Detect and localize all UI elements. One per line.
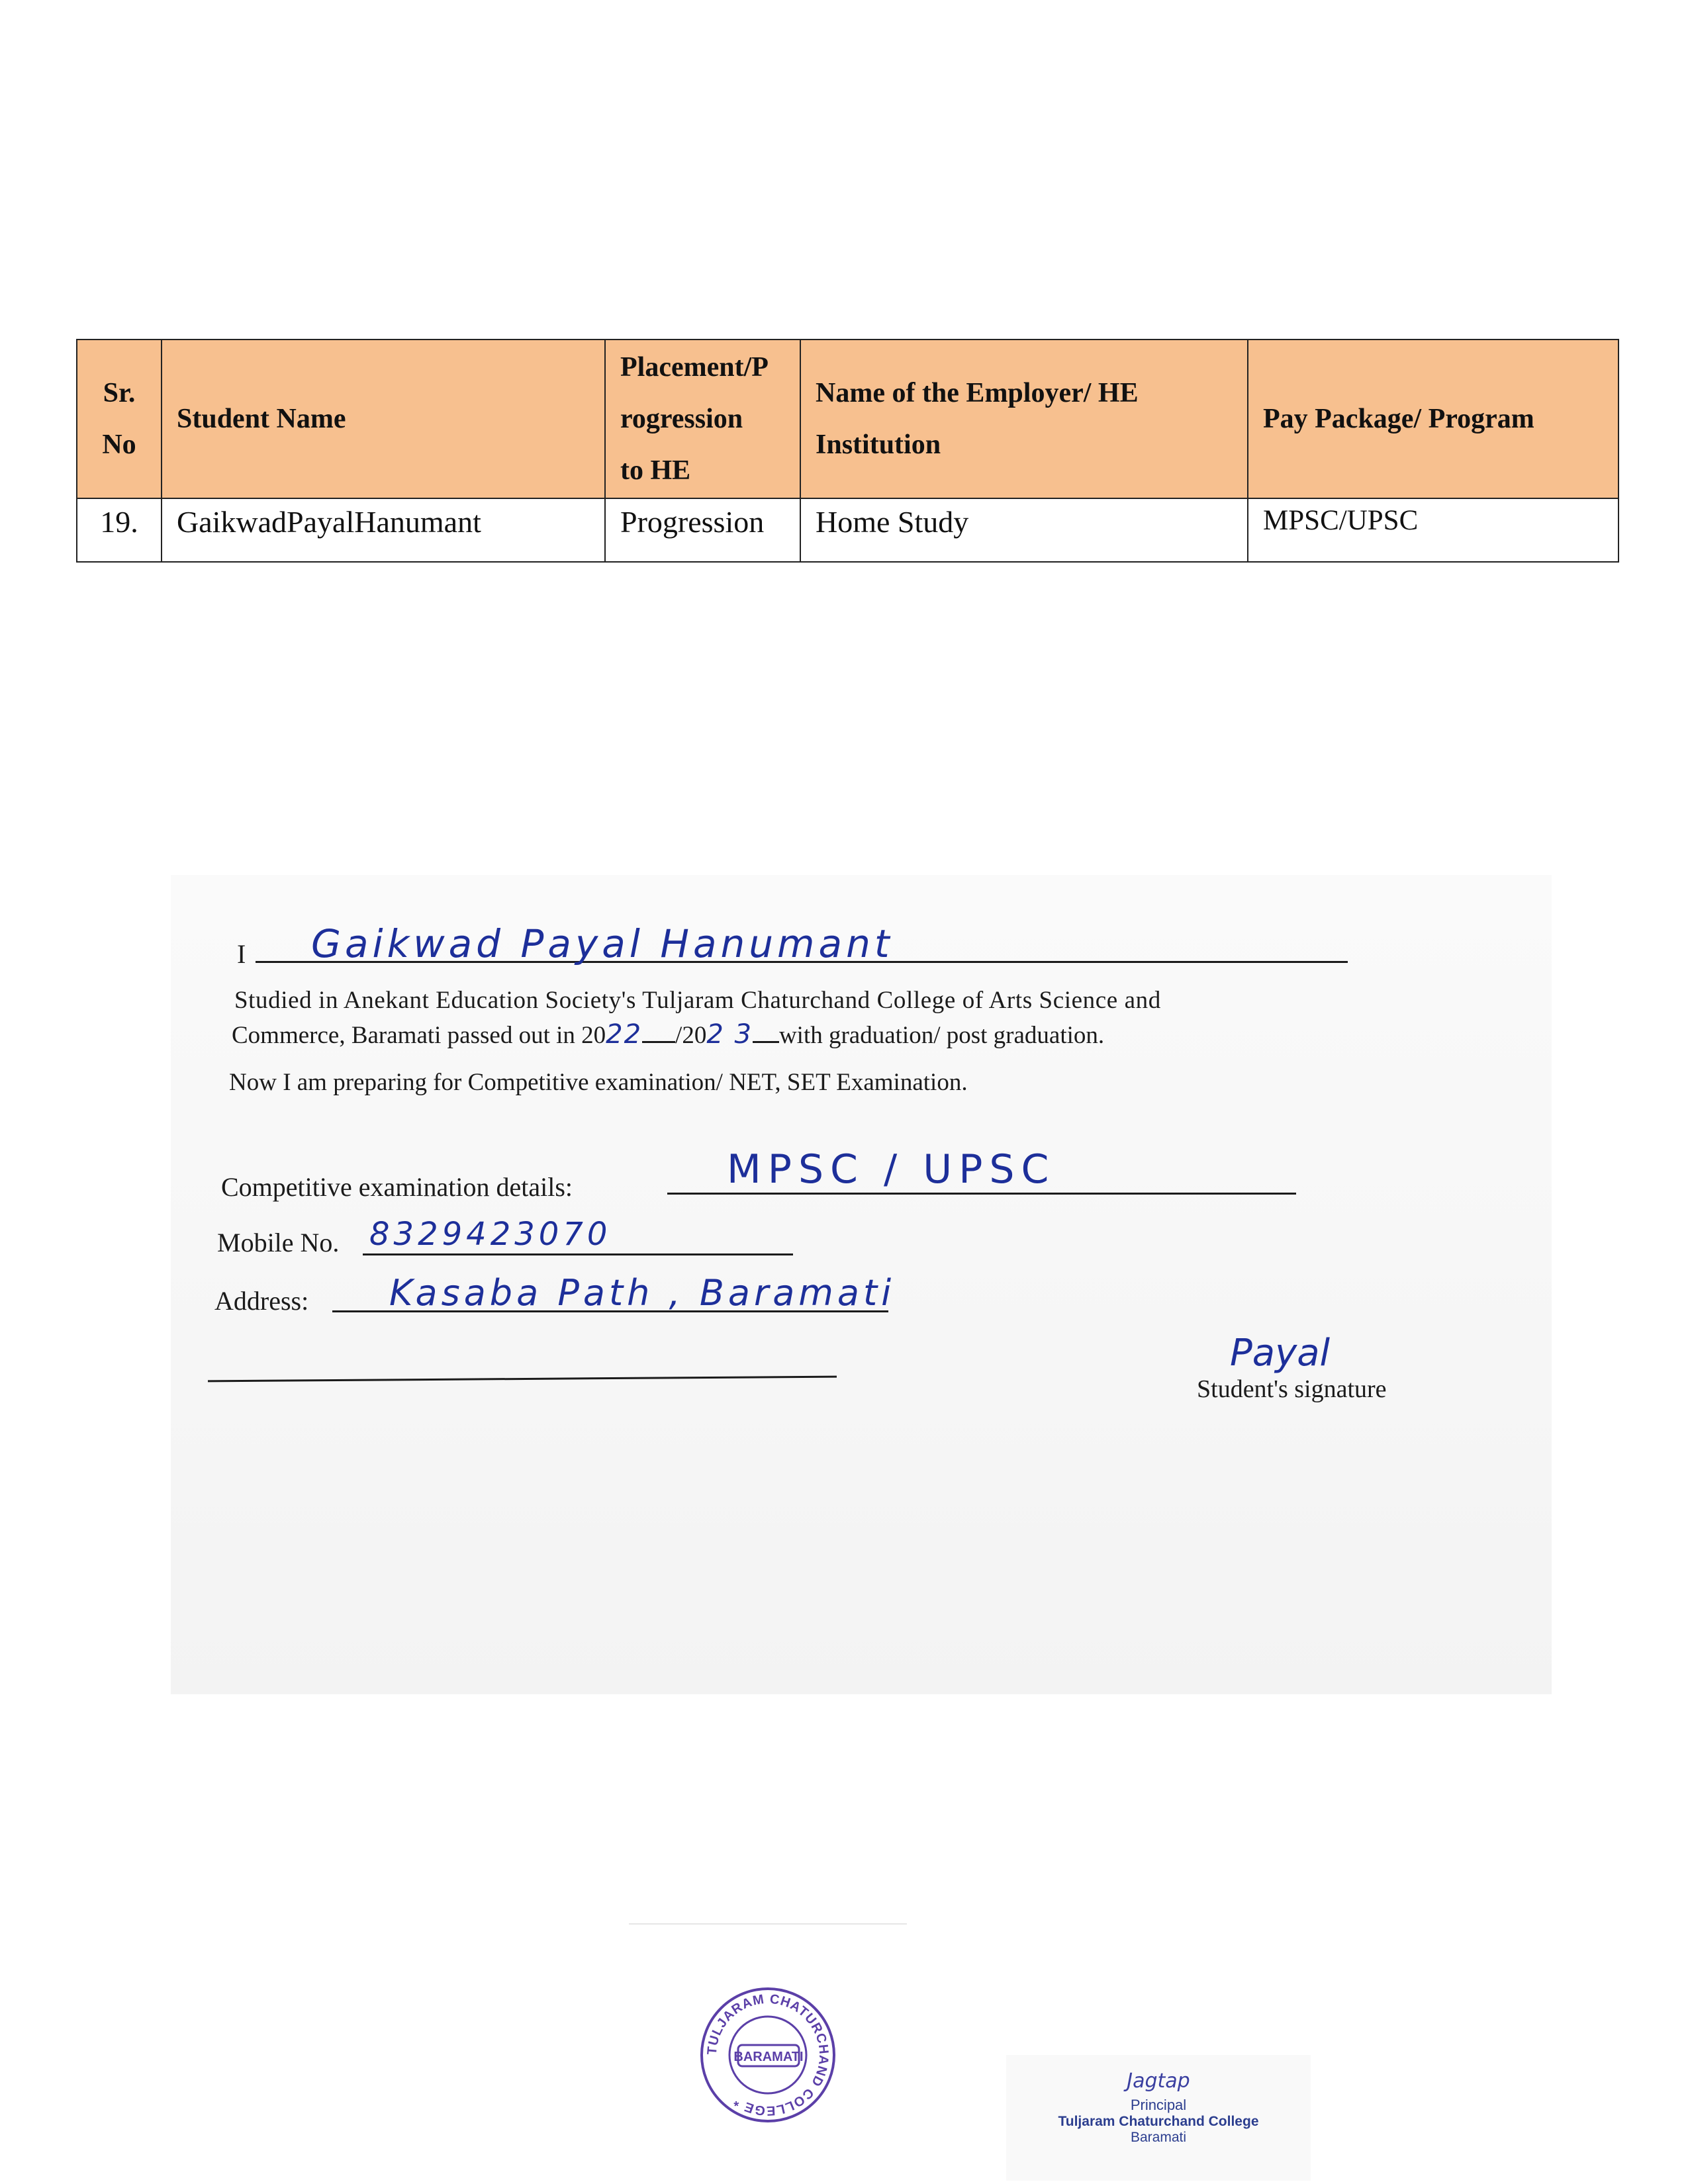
header-placement: Placement/P rogression to HE bbox=[605, 340, 800, 498]
handwritten-exam: MPSC / UPSC bbox=[727, 1146, 1056, 1193]
handwritten-year-to: 2 3 bbox=[706, 1019, 753, 1050]
header-sr-no: Sr. No bbox=[77, 340, 162, 498]
seal-ring-text: TULJARAM CHATURCHAND COLLEGE * bbox=[704, 1991, 831, 2118]
table-row bbox=[77, 498, 1618, 562]
principal-signature: Jagtap bbox=[1127, 2070, 1190, 2093]
college-seal bbox=[698, 1985, 837, 2124]
handwritten-address: Kasaba Path , Baramati bbox=[389, 1272, 896, 1314]
header-employer: Name of the Employer/ HE Institution bbox=[800, 340, 1248, 498]
handwritten-year-from: 22 bbox=[606, 1019, 643, 1050]
form-i-label: I bbox=[237, 939, 246, 969]
table-header-row bbox=[77, 340, 1618, 498]
signature-label: Student's signature bbox=[1197, 1375, 1387, 1403]
header-student-name: Student Name bbox=[162, 340, 605, 498]
principal-city: Baramati bbox=[1130, 2130, 1187, 2145]
seal-center-text: BARAMATI bbox=[733, 2050, 804, 2064]
principal-signature-block bbox=[1006, 2055, 1311, 2181]
cell-employer: Home Study bbox=[800, 498, 1248, 562]
form-line-preparing: Now I am preparing for Competitive examination/ NET, SET Examination. bbox=[229, 1069, 968, 1096]
placement-table bbox=[76, 339, 1619, 563]
form-address-label: Address: bbox=[214, 1286, 309, 1316]
student-signature: Payal bbox=[1230, 1332, 1331, 1375]
cell-placement: Progression bbox=[605, 498, 800, 562]
principal-title: Principal bbox=[1130, 2097, 1187, 2113]
header-pay-package: Pay Package/ Program bbox=[1248, 340, 1618, 498]
cell-pay-package: MPSC/UPSC bbox=[1248, 498, 1618, 562]
form-line-commerce: Commerce, Baramati passed out in 2022 /202 3 with graduation/ post graduation. bbox=[232, 1019, 1105, 1050]
address-second-underline bbox=[208, 1376, 837, 1383]
principal-college: Tuljaram Chaturchand College bbox=[1058, 2114, 1259, 2129]
divider bbox=[629, 1923, 907, 1925]
handwritten-name: Gaikwad Payal Hanumant bbox=[311, 921, 894, 966]
scanned-declaration-form bbox=[171, 875, 1552, 1694]
form-mobile-label: Mobile No. bbox=[217, 1228, 340, 1257]
cell-student-name: GaikwadPayalHanumant bbox=[162, 498, 605, 562]
form-line-studied: Studied in Anekant Education Society's Tuljaram Chaturchand College of Arts Science and bbox=[234, 987, 1161, 1014]
exam-underline bbox=[667, 1193, 1296, 1195]
cell-sr-no: 19. bbox=[77, 498, 162, 562]
handwritten-mobile: 8329423070 bbox=[369, 1216, 612, 1253]
mobile-underline bbox=[363, 1253, 793, 1255]
form-exam-label: Competitive examination details: bbox=[221, 1172, 573, 1202]
